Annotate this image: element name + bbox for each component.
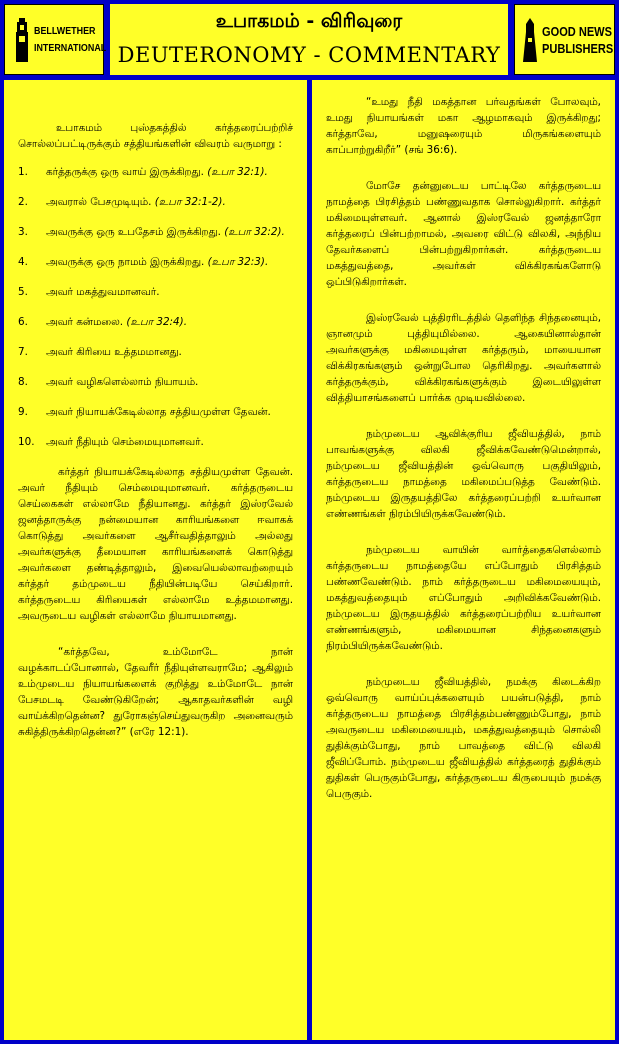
commentary-paragraph: மோசே தன்னுடைய பாட்டிலே கர்த்தருடைய நாமத்தை பிரசித்தம் பண்ணுவதாக சொல்லுகிறார். கர்த்தர் மகிமையுள்ளவர். ஆனால் இஸ்ரவேல் ஜனத்தாரோ கர்த்தரைப் பின்பற்றாமல், அவரை விட்டு விலகி, அந்நிய தேவர்களைப் பின்பற்றுகிறார்கள். கர்த்தருடைய மகத்துவத்தை, அவர்கள் விக்கிரகங்களோடு ஒப்பிடுகிறார்கள்.: [326, 180, 601, 288]
truths-list: [18, 164, 293, 450]
list-item: 7. அவர் கிரியை உத்தமமானது.: [18, 346, 182, 358]
commentary-paragraph: நம்முடைய வாயின் வார்த்தைகளெல்லாம் கர்த்தருடைய நாமத்தையே எப்போதும் பிரசித்தம் பண்ணவேண்டும். நாம் கர்த்தருடைய மகிமையையும், மகத்துவத்தையும் எப்போதும் அறிவிக்கவேண்டும். நம்முடைய இருதயத்தில் கர்த்தரைப்பற்றிய உயர்வான எண்ணங்களும், மகிமையான சிந்தனைகளும் நிரம்பியிருக்கவேண்டும்.: [326, 544, 601, 652]
list-item: 10. அவர் நீதியும் செம்மையுமானவர்.: [18, 436, 204, 448]
list-item: 1. கர்த்தருக்கு ஒரு வாய் இருக்கிறது. (உபா 32:1).: [18, 166, 268, 178]
list-item: 9. அவர் நியாயக்கேடில்லாத சத்தியமுள்ள தேவன்.: [18, 406, 271, 418]
intro-paragraph: உபாகமம் புஸ்தகத்தில் கர்த்தரைப்பற்றிச் சொல்லப்பட்டிருக்கும் சத்தியங்களின் விவரம் வருமாறு :: [18, 122, 293, 150]
right-column: [312, 80, 615, 1040]
commentary-paragraph: நம்முடைய ஆவிக்குரிய ஜீவியத்தில், நாம் பாவங்களுக்கு விலகி ஜீவிக்கவேண்டுமென்றால், நம்முடைய ஜீவியத்தின் ஒவ்வொரு பகுதியிலும், கர்த்தருடைய நாமத்தை மகிமைப்படுத்த வேண்டும். நம்முடைய இருதயத்திலே கர்த்தரைப்பற்றி உயர்வான எண்ணங்கள் நிரம்பியிருக்கவேண்டும்.: [326, 428, 601, 520]
commentary-paragraph: நம்முடைய ஜீவியத்தில், நமக்கு கிடைக்கிற ஒவ்வொரு வாய்ப்புக்களையும் பயன்படுத்தி, நாம் கர்த்தருடைய நாமத்தை பிரசித்தம்பண்ணும்போது, நாம் அவருடைய மகிமையையும், மகத்துவத்தையும் சொல்லி துதிக்கும்போது, நாம் பாவத்தை விட்டு விலகி ஜீவிப்போம். நம்முடைய ஜீவியத்தில் கர்த்தரைத் துதிக்கும் துதிகள் பெருகும்போது, கர்த்தருடைய கிருபையும் நமக்கு பெருகும்.: [326, 676, 601, 800]
page-title-english: DEUTERONOMY - COMMENTARY: [117, 43, 501, 67]
page-title-tamil: உபாகமம் - விரிவுரை: [215, 10, 403, 32]
good-news-logo: [514, 4, 615, 75]
scripture-quote: “கர்த்தவே, உம்மோடே நான் வழக்காடப்போனால், தேவரீர் நீதியுள்ளவராமே; ஆகிலும் உம்முடைய நியாயங்களைக் குறித்து உம்மோடே நான் பேசமடடி வேண்டுகிறேன்; ஆகாதவர்களின் வழி வாய்க்கிறதென்ன? துரோகஞ்செய்துவருகிற அனைவரும் சுகித்திருக்கிறதென்ன?” (எரே 12:1).: [18, 646, 293, 738]
quote-reference: (சங் 36:6).: [404, 144, 458, 156]
left-column: [4, 80, 307, 1040]
list-item: 3. அவருக்கு ஒரு உபதேசம் இருக்கிறது. (உபா 32:2).: [18, 226, 285, 238]
list-item: 2. அவரால் பேசமுடியும். (உபா 32:1-2).: [18, 196, 226, 208]
list-item: 5. அவர் மகத்துவமானவர்.: [18, 286, 160, 298]
list-item: 8. அவர் வழிகளெல்லாம் நியாயம்.: [18, 376, 199, 388]
list-item: 6. அவர் கன்மலை. (உபா 32:4).: [18, 316, 188, 328]
list-item: 4. அவருக்கு ஒரு நாமம் இருக்கிறது. (உபா 32:3).: [18, 256, 269, 268]
commentary-paragraph: இஸ்ரவேல் புத்திரரிடத்தில் தெளிந்த சிந்தனையும், ஞானமும் புத்தியுமில்லை. ஆகையினால்தான் அவர்களுக்கு மகிமையுள்ள கர்த்தரும், மாயையான விக்கிரகங்களும் ஒன்றுபோல தெரிகிறது. அவர்களால் கர்த்தருக்கும், விக்கிரகங்களுக்கும் இடையிலுள்ள வித்தியாசங்களைப் பார்க்க முடியவில்லை.: [326, 312, 601, 404]
left-logo-line2: INTERNATIONAL: [34, 41, 107, 54]
right-logo-line1: GOOD NEWS: [542, 23, 612, 39]
bellwether-logo: [4, 4, 107, 75]
lighthouse-icon: [521, 18, 539, 62]
quote-reference: (எரே 12:1).: [129, 726, 189, 738]
scripture-quote: “உமது நீதி மகத்தான பர்வதங்கள் போலவும், உமது நியாயங்கள் மகா ஆழமாகவும் இருக்கிறது; கர்த்தாவே, மனுஷரையும் மிருகங்களையும் காப்பாற்றுகிறீர்” (சங் 36:6).: [326, 96, 601, 156]
commentary-paragraph: கர்த்தர் நியாயக்கேடில்லாத சத்தியமுள்ள தேவன். அவர் நீதியும் செம்மையுமானவர். கர்த்தருடைய செய்கைகள் எல்லாமே நீதியானது. கர்த்தர் இஸ்ரவேல் ஜனத்தாருக்கு நன்மையான காரியங்களை ஈவாகக் கொடுத்து அவர்களை ஆசீர்வதித்தாலும் அல்லது அவர்களுக்கு தீமையான காரியங்களைக் கொடுத்து அவர்களை தண்டித்தாலும், இவையெல்லாவற்றையும் கர்த்தர் தம்முடைய நீதியின்படியே செய்கிறார். கர்த்தருடைய கிரியைகள் எல்லாமே உத்தமமானது. அவருடைய வழிகள் எல்லாமே நியாயமானது.: [18, 466, 293, 622]
bell-tower-icon: [13, 18, 31, 62]
right-logo-line2: PUBLISHERS: [542, 40, 614, 56]
title-box: [110, 4, 508, 75]
left-logo-line1: BELLWETHER: [34, 24, 96, 37]
